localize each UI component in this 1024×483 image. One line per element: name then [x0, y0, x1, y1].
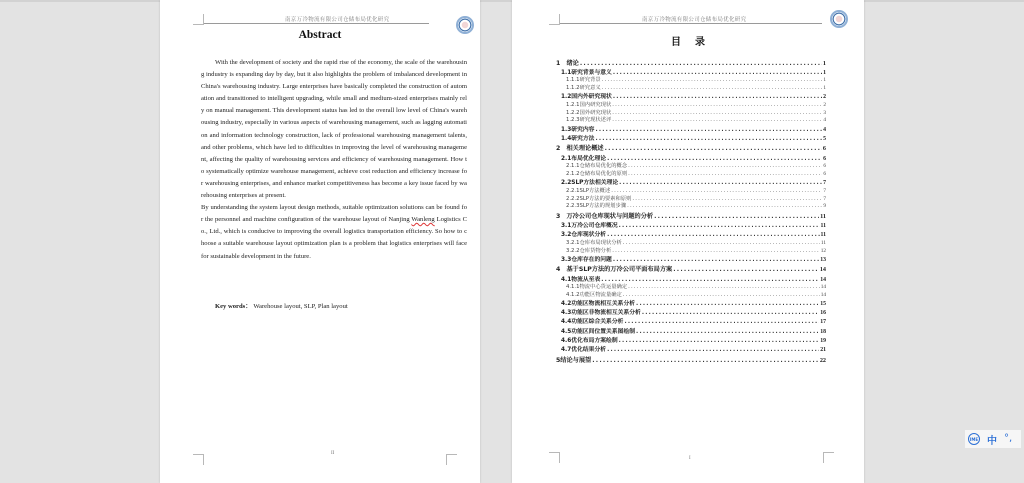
toc-entry-page: 13 — [820, 256, 826, 263]
toc-entry[interactable] — [556, 152, 826, 161]
toc-entry[interactable] — [556, 116, 826, 124]
header-text: 南京万冷物流有限公司仓储布局优化研究 — [642, 17, 747, 23]
margin-corner-bottom-left — [193, 454, 204, 465]
toc-entry[interactable] — [556, 353, 826, 364]
toc-leader-dots — [636, 301, 819, 307]
toc-entry-label: 1.1研究背景与意义 — [561, 69, 612, 76]
toc-entry-label: 3.3仓库存在的问题 — [561, 256, 612, 263]
toc-leader-dots — [613, 257, 819, 263]
toc-entry[interactable] — [556, 123, 826, 132]
header-rule — [204, 23, 429, 24]
header-rule — [560, 23, 822, 24]
toc-entry-label: 2.2.3SLP方法的规划步骤 — [566, 203, 627, 210]
toc-entry-label: 4.1.1物流中心货运量确定 — [566, 284, 628, 291]
toc-entry[interactable] — [556, 325, 826, 334]
toc-entry-page: 7 — [823, 187, 826, 194]
toc-entry-label: 2 相关理论概述 — [556, 145, 604, 153]
toc-entry-page: 21 — [820, 347, 826, 353]
page-table-of-contents — [512, 0, 864, 483]
toc-leader-dots — [607, 347, 819, 353]
abstract-paragraph-2[interactable] — [201, 202, 467, 262]
toc-entry-label: 3 万冷公司仓库现状与问题的分析 — [556, 212, 654, 220]
ime-punctuation-toggle[interactable]: °, — [1004, 433, 1013, 444]
toc-entry-label: 1.2.3研究现状述评 — [566, 117, 612, 124]
toc-entry-page: 11 — [820, 239, 826, 246]
toc-entry-label: 2.2.2SLP方法的要素和原则 — [566, 195, 632, 202]
toc-leader-dots — [595, 127, 822, 133]
toc-entry[interactable] — [556, 290, 826, 298]
header-text: 南京万冷物流有限公司仓储布局优化研究 — [285, 17, 390, 23]
margin-corner-bottom-right — [823, 452, 834, 463]
toc-entry-label: 3.1万冷公司仓库概况 — [561, 222, 618, 229]
toc-entry[interactable] — [556, 142, 826, 153]
toc-leader-dots — [580, 60, 822, 67]
toc-leader-dots — [632, 196, 822, 202]
toc-entry-page: 22 — [819, 356, 826, 364]
toc-entry-label: 2.1布局优化理论 — [561, 155, 607, 162]
toc-entry[interactable] — [556, 316, 826, 325]
toc-entry-label: 4.6优化布局方案绘制 — [561, 337, 618, 344]
abstract-paragraph-2-text-end: Logistics Co., Ltd., which is conducive to improving the overall logistics transportation efficiency. So how to choose a suitable warehouse layout optimization plan is a problem that logistics enterprises will face for sustainable development in the future. — [201, 216, 467, 260]
toc-entry[interactable] — [556, 83, 826, 91]
toc-leader-dots — [607, 232, 819, 238]
toc-entry-page: 17 — [820, 319, 826, 326]
toc-entry-page: 3 — [823, 109, 826, 116]
toc-entry-label: 2.2SLP方法相关理论 — [561, 180, 619, 187]
toc-entry-page: 1 — [823, 69, 826, 76]
toc-entry-label: 4.1.2功能区物流量确定 — [566, 291, 622, 298]
toc-leader-dots — [613, 70, 822, 76]
toc-entry-label: 1.3研究内容 — [561, 126, 595, 133]
toc-entry-page: 7 — [823, 180, 826, 187]
spellcheck-flagged-word[interactable]: Wanleng — [411, 216, 435, 224]
toc-entry-page: 2 — [823, 102, 826, 109]
toc-entry-page: 6 — [822, 145, 826, 153]
toc-entry[interactable] — [556, 91, 826, 100]
toc-leader-dots — [612, 248, 819, 254]
toc-list — [556, 56, 826, 364]
toc-entry[interactable] — [556, 133, 826, 142]
toc-leader-dots — [619, 223, 820, 229]
toc-leader-dots — [636, 329, 819, 335]
toc-entry-page: 12 — [820, 247, 826, 254]
toc-entry-label: 4.5功能区间位置关系图绘制 — [561, 328, 636, 335]
page-number: I — [689, 456, 691, 461]
toc-entry-page: 1 — [823, 85, 826, 92]
toc-entry-page: 6 — [823, 170, 826, 177]
toc-entry-page: 16 — [820, 310, 826, 317]
toc-leader-dots — [673, 266, 819, 273]
toc-leader-dots — [624, 319, 819, 325]
toc-entry-page: 9 — [823, 203, 826, 210]
toc-entry-label: 1.2.2国外研究现状 — [566, 109, 612, 116]
abstract-title: Abstract — [298, 29, 342, 41]
toc-entry[interactable] — [556, 307, 826, 316]
toc-entry-page: 4 — [823, 117, 826, 124]
toc-leader-dots — [642, 310, 819, 316]
toc-entry-page: 11 — [820, 222, 826, 229]
toc-entry[interactable] — [556, 254, 826, 263]
toc-entry[interactable] — [556, 177, 826, 186]
toc-entry-label: 1.1.1研究背景 — [566, 77, 601, 84]
toc-entry-page: 14 — [820, 284, 826, 291]
toc-entry-label: 2.2.1SLP方法概述 — [566, 187, 611, 194]
toc-entry-page: 6 — [823, 163, 826, 170]
toc-leader-dots — [612, 102, 822, 108]
toc-entry-page: 18 — [820, 328, 826, 335]
toc-entry[interactable] — [556, 263, 826, 274]
toc-entry-label: 1.4研究方法 — [561, 135, 595, 142]
toc-entry[interactable] — [556, 344, 826, 353]
toc-entry[interactable] — [556, 67, 826, 76]
toc-leader-dots — [611, 188, 822, 194]
toc-entry-label: 4.2功能区物流相互关系分析 — [561, 301, 636, 308]
toc-entry[interactable] — [556, 229, 826, 238]
toc-leader-dots — [601, 277, 819, 283]
toc-entry[interactable] — [556, 202, 826, 210]
margin-corner-top-left — [549, 14, 560, 25]
toc-entry-page: 11 — [820, 232, 826, 239]
ime-logo-icon[interactable]: IME — [968, 433, 980, 445]
toc-entry-label: 2.1.2仓储布局优化的原则 — [566, 170, 628, 177]
keywords-value: Warehouse layout, SLP, Plan layout — [253, 303, 348, 310]
toc-entry-page: 5 — [823, 135, 826, 142]
margin-corner-top-left — [193, 14, 204, 25]
toc-entry-page: 15 — [820, 301, 826, 308]
toc-entry-label: 3.2.2仓库货物分析 — [566, 247, 612, 254]
toc-entry-label: 3.2仓库现状分析 — [561, 232, 607, 239]
toc-entry-label: 3.2.1仓库布局现状分析 — [566, 239, 622, 246]
toc-entry[interactable] — [556, 246, 826, 254]
toc-entry-label: 4.3功能区非物流相互关系分析 — [561, 310, 641, 317]
toc-leader-dots — [628, 284, 820, 290]
toc-leader-dots — [628, 171, 822, 177]
toc-entry[interactable] — [556, 169, 826, 177]
abstract-paragraph-1[interactable]: With the development of society and the rapid rise of the economy, the scale of the warehousing industry is expanding day by day, but it also highlights the problem of imbalanced development in China's warehousing industry. Large enterprises have basically completed the construction of automation and transitioned to intelligent upgrading, while small and medium-sized enterprises mainly rely on manual management. This development status has led to the overall low level of China's warehousing industry, especially in various aspects of warehousing management, such as lagging automation and information technology construction, lack of professional warehousing management talents, and other problems, which have led to difficulties in improving the level of warehousing management, affecting the quality of warehousing services and efficiency of warehousing management. How to systematically optimize warehouse management, achieve cost reduction and efficiency increase for warehousing enterprises, and enhance market competitiveness has become a key issue faced by warehousing enterprises at present. — [201, 59, 467, 200]
keywords-line[interactable] — [215, 300, 348, 310]
toc-entry-page: 7 — [823, 195, 826, 202]
toc-entry-page: 6 — [823, 155, 826, 162]
toc-entry-label: 2.1.1仓储布局优化的概念 — [566, 163, 628, 170]
toc-entry-page: 1 — [822, 59, 826, 67]
toc-entry-label: 1.2国内外研究现状 — [561, 94, 612, 101]
toc-title: 目录 — [671, 37, 719, 48]
toc-entry[interactable] — [556, 298, 826, 307]
toc-entry[interactable] — [556, 56, 826, 67]
margin-corner-bottom-right — [446, 454, 457, 465]
toc-leader-dots — [602, 77, 823, 83]
toc-leader-dots — [595, 136, 822, 142]
toc-leader-dots — [627, 203, 822, 209]
toc-leader-dots — [602, 85, 823, 91]
toc-entry-label: 4.7优化结果分析 — [561, 347, 607, 353]
toc-leader-dots — [619, 180, 822, 186]
abstract-body[interactable] — [201, 57, 467, 263]
toc-leader-dots — [607, 156, 822, 162]
toc-entry-label: 4 基于SLP方法的万冷公司平面布局方案 — [556, 266, 673, 274]
toc-entry-page: 14 — [820, 291, 826, 298]
toc-entry[interactable] — [556, 335, 826, 344]
toc-entry-page: 2 — [823, 94, 826, 101]
toc-leader-dots — [623, 240, 820, 246]
toc-entry-label: 5结论与展望 — [556, 356, 592, 364]
toc-entry[interactable] — [556, 220, 826, 229]
toc-leader-dots — [605, 145, 822, 152]
toc-leader-dots — [619, 338, 820, 344]
ime-language-mode-toggle[interactable]: 中 — [987, 435, 997, 447]
toc-entry[interactable] — [556, 209, 826, 220]
ime-toolbar[interactable] — [965, 430, 1021, 448]
toc-entry-page: 19 — [820, 337, 826, 344]
toc-entry-label: 1 绪论 — [556, 59, 579, 67]
toc-entry-label: 1.2.1国内研究现状 — [566, 102, 612, 109]
toc-entry-page: 14 — [819, 266, 826, 274]
university-logo-icon — [830, 10, 848, 28]
toc-leader-dots — [612, 117, 822, 123]
toc-entry-label: 4.1物流从至表 — [561, 276, 601, 283]
toc-leader-dots — [628, 163, 822, 169]
toc-leader-dots — [654, 213, 819, 220]
margin-corner-bottom-left — [549, 452, 560, 463]
page-number: II — [331, 451, 335, 456]
toc-leader-dots — [612, 110, 822, 116]
toc-leader-dots — [592, 357, 819, 364]
toc-entry-page: 14 — [820, 276, 826, 283]
toc-entry[interactable] — [556, 273, 826, 282]
abstract-paragraph-2-text: By understanding the system layout design methods, suitable optimization solutions can be found for the personnel and machine configuration of the warehouse layout of Nanjing — [201, 204, 467, 224]
toc-leader-dots — [613, 94, 822, 100]
toc-entry-page: 11 — [820, 212, 826, 220]
toc-entry-page: 1 — [823, 77, 826, 84]
keywords-label: Key words： — [215, 303, 252, 310]
toc-entry-label: 4.4功能区综合关系分析 — [561, 319, 624, 326]
page-abstract — [160, 0, 480, 483]
toc-entry-page: 4 — [823, 126, 826, 133]
toc-leader-dots — [623, 292, 820, 298]
toc-entry-label: 1.1.2研究意义 — [566, 85, 601, 92]
